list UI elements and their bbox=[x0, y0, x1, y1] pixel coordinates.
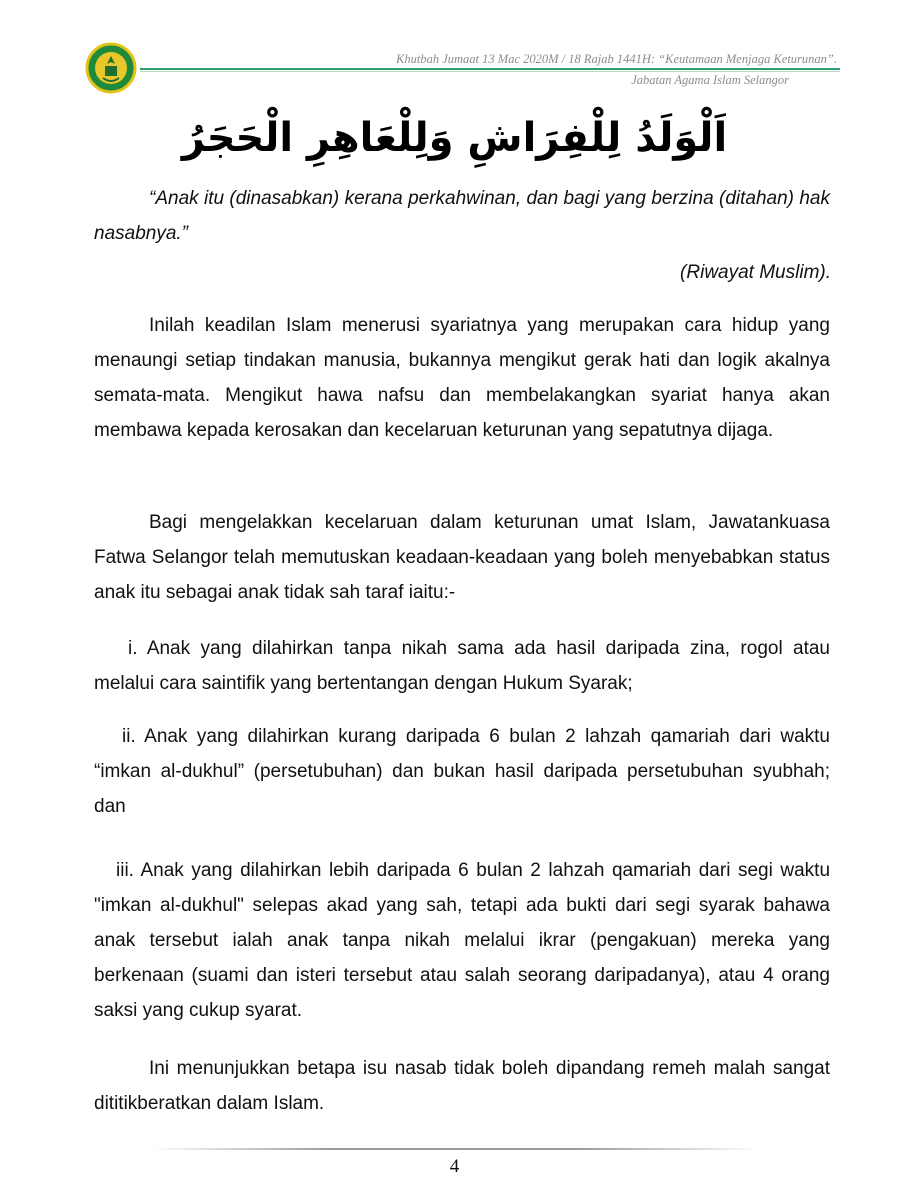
list-item bbox=[94, 853, 830, 1028]
header-divider bbox=[140, 68, 840, 70]
list-item-text: Anak yang dilahirkan kurang daripada 6 bulan 2 lahzah qamariah dari waktu “imkan al-dukhul” (persetubuhan) dan bukan hasil daripada persetubuhan syubhah; dan bbox=[94, 726, 830, 817]
paragraph-2: Bagi mengelakkan kecelaruan dalam keturunan umat Islam, Jawatankuasa Fatwa Selangor telah memutuskan keadaan-keadaan yang boleh menyebabkan status anak itu sebagai anak tidak sah taraf iaitu:- bbox=[94, 512, 830, 603]
list-item bbox=[94, 631, 830, 701]
hadith-translation: “Anak itu (dinasabkan) kerana perkahwinan, dan bagi yang berzina (ditahan) hak nasabnya.” bbox=[94, 188, 830, 244]
hadith-arabic: اَلْوَلَدُ لِلْفِرَاشِ وَلِلْعَاهِرِ الْحَجَرُ bbox=[181, 115, 728, 161]
jais-emblem-icon bbox=[85, 42, 137, 94]
list-item bbox=[94, 719, 830, 824]
header-title: Khutbah Jumaat 13 Mac 2020M / 18 Rajab 1441H: “Keutamaan Menjaga Keturunan”. bbox=[396, 52, 837, 66]
footer-divider bbox=[150, 1148, 760, 1150]
list-item-text: Anak yang dilahirkan tanpa nikah sama ada hasil daripada zina, rogol atau melalui cara saintifik yang bertentangan dengan Hukum Syarak; bbox=[94, 638, 831, 694]
header-divider-thin bbox=[140, 71, 840, 72]
list-item-number: i. bbox=[128, 638, 138, 659]
paragraph-1: Inilah keadilan Islam menerusi syariatnya yang merupakan cara hidup yang menaungi setiap tindakan manusia, bukannya mengikut gerak hati dan logik akalnya semata-mata. Mengikut hawa nafsu dan membelakangkan syariat hanya akan membawa kepada kerosakan dan kecelaruan keturunan yang sepatutnya dijaga. bbox=[94, 315, 830, 441]
list-item-number: iii. bbox=[116, 860, 134, 881]
header-department: Jabatan Agama Islam Selangor bbox=[631, 73, 789, 87]
hadith-source: (Riwayat Muslim). bbox=[680, 262, 831, 283]
list-item-text: Anak yang dilahirkan lebih daripada 6 bulan 2 lahzah qamariah dari segi waktu "imkan al-dukhul" selepas akad yang sah, tetapi ada bukti dari segi syarak bahawa anak tersebut ialah anak tanpa nikah melalui ikrar (pengakuan) mereka yang berkenaan (suami dan isteri tersebut atau salah seorang daripadanya), atau 4 orang saksi yang cukup syarat. bbox=[94, 860, 831, 1021]
page-number: 4 bbox=[449, 1156, 460, 1177]
closing-paragraph: Ini menunjukkan betapa isu nasab tidak boleh dipandang remeh malah sangat dititikberatkan dalam Islam. bbox=[94, 1058, 830, 1114]
list-item-number: ii. bbox=[122, 726, 136, 747]
